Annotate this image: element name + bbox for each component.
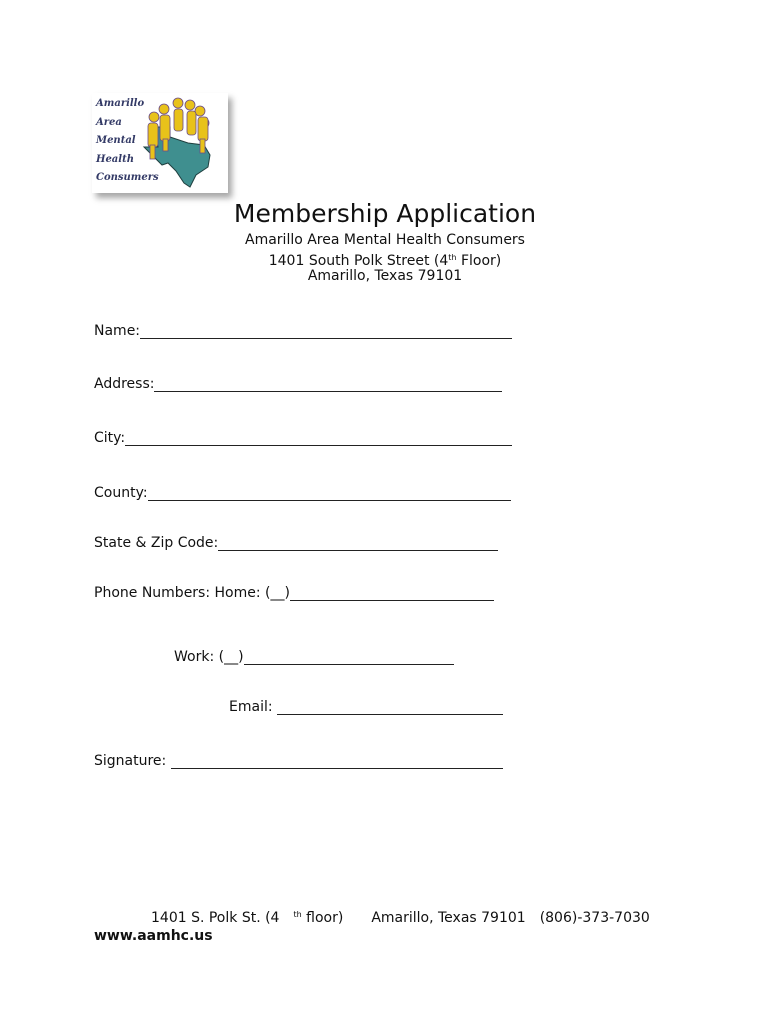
email-label: Email:	[229, 699, 278, 715]
home-phone-line[interactable]	[290, 586, 494, 601]
city-label: City:	[94, 430, 126, 446]
city-line[interactable]	[125, 431, 512, 446]
home-phone-field[interactable]	[94, 584, 494, 602]
email-field[interactable]	[229, 698, 503, 716]
address-field[interactable]	[94, 375, 502, 393]
organization-street	[0, 249, 770, 267]
signature-label: Signature:	[94, 753, 171, 769]
work-phone-line[interactable]	[244, 650, 454, 665]
logo-word: Mental	[96, 135, 136, 146]
footer-contact	[151, 906, 664, 927]
footer-ordinal-suffix: th	[293, 910, 302, 919]
work-phone-field[interactable]	[174, 648, 454, 666]
county-field[interactable]	[94, 484, 511, 502]
home-phone-label: Phone Numbers: Home: (__)	[94, 585, 290, 601]
footer-floor: floor)	[301, 910, 344, 926]
organization-address-block	[0, 231, 770, 285]
name-label: Name:	[94, 323, 141, 339]
state-zip-field[interactable]	[94, 534, 498, 552]
logo-word: Consumers	[96, 172, 159, 183]
organization-city: Amarillo, Texas 79101	[307, 268, 463, 284]
footer-address	[151, 910, 357, 926]
state-zip-label: State & Zip Code:	[94, 535, 219, 551]
county-line[interactable]	[148, 486, 511, 501]
work-phone-label: Work: (__)	[174, 649, 244, 665]
logo-word: Area	[96, 116, 122, 128]
state-zip-line[interactable]	[218, 536, 498, 551]
website-link[interactable]: www.aamhc.us	[94, 928, 213, 944]
footer-phone: (806)-373-7030	[539, 910, 650, 926]
name-line[interactable]	[140, 324, 512, 339]
email-line[interactable]	[277, 700, 503, 715]
address-label: Address:	[94, 376, 155, 392]
county-label: County:	[94, 485, 148, 501]
organization-name: Amarillo Area Mental Health Consumers	[245, 232, 525, 248]
floor-text: Floor)	[456, 253, 502, 269]
logo-text	[96, 95, 159, 188]
signature-field[interactable]	[94, 752, 503, 770]
footer-street: 1401 S. Polk St. (4	[151, 910, 280, 926]
city-field[interactable]	[94, 429, 512, 447]
logo-word: Health	[96, 153, 134, 165]
street-text: 1401 South Polk Street (4	[268, 253, 449, 269]
page-title: Membership Application	[233, 199, 537, 228]
organization-logo	[92, 93, 228, 193]
logo-word: Amarillo	[96, 98, 145, 109]
footer-city: Amarillo, Texas 79101	[371, 910, 526, 926]
address-line[interactable]	[154, 377, 502, 392]
signature-line[interactable]	[171, 754, 503, 769]
name-field[interactable]	[94, 322, 512, 340]
ordinal-suffix: th	[448, 253, 457, 262]
